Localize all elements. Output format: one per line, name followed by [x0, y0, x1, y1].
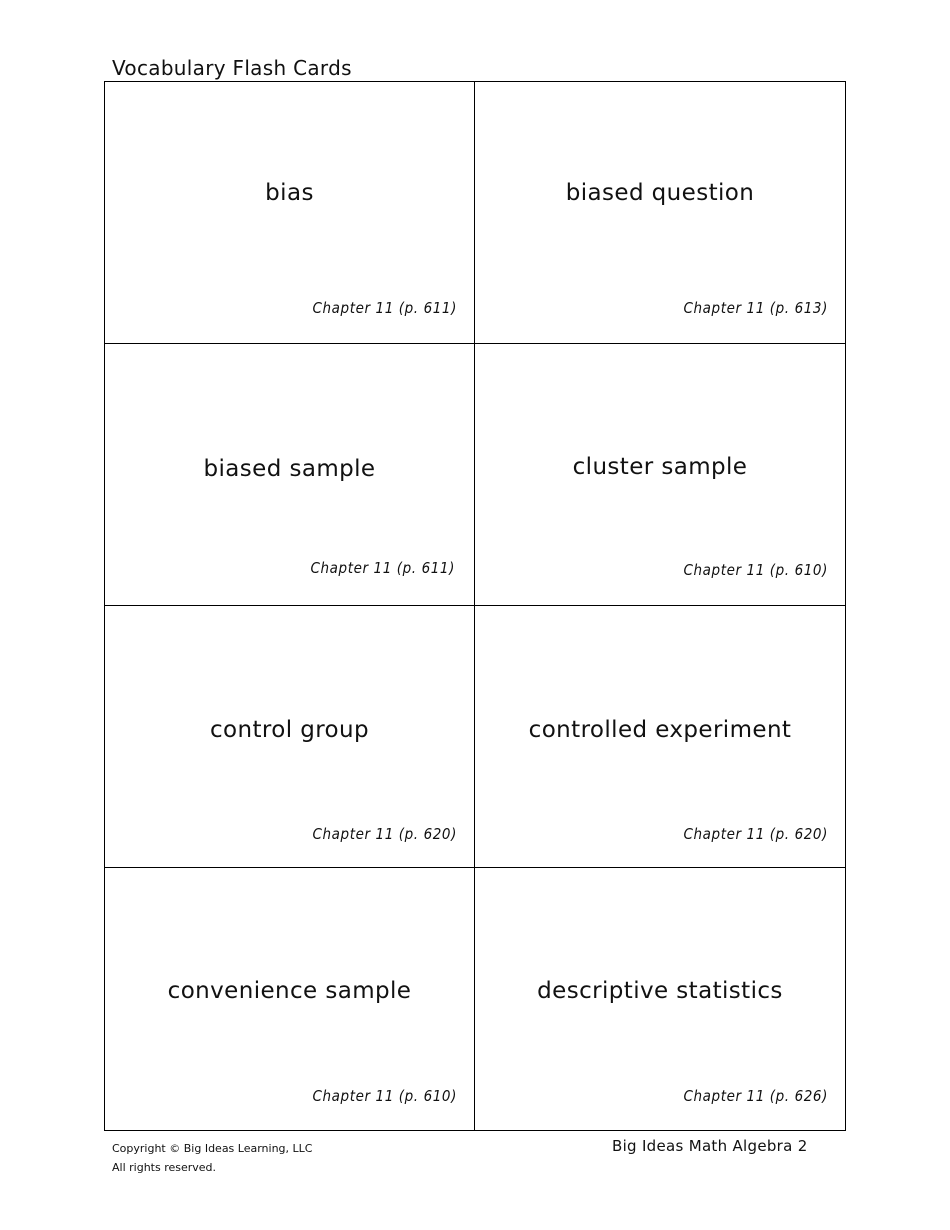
card-term: cluster sample — [572, 454, 748, 480]
book-title: Big Ideas Math Algebra 2 — [612, 1137, 808, 1155]
card-reference: Chapter 11 (p. 610) — [683, 561, 828, 579]
page-title: Vocabulary Flash Cards — [112, 56, 352, 80]
card-reference: Chapter 11 (p. 611) — [312, 299, 457, 317]
card-term: biased sample — [203, 456, 376, 482]
card-term: control group — [209, 717, 370, 743]
flash-card — [105, 344, 475, 606]
card-reference: Chapter 11 (p. 613) — [683, 299, 828, 317]
card-reference: Chapter 11 (p. 620) — [312, 825, 457, 843]
flash-card — [475, 344, 845, 606]
card-term: biased question — [565, 180, 755, 206]
flash-card — [105, 868, 475, 1130]
flash-card — [105, 606, 475, 868]
card-reference: Chapter 11 (p. 611) — [310, 559, 455, 577]
card-term: controlled experiment — [528, 717, 792, 743]
card-term: descriptive statistics — [537, 978, 783, 1004]
card-term: bias — [265, 180, 314, 206]
card-reference: Chapter 11 (p. 610) — [312, 1087, 457, 1105]
flash-card — [475, 868, 845, 1130]
flash-card — [475, 606, 845, 868]
flash-card — [475, 82, 845, 344]
card-reference: Chapter 11 (p. 620) — [683, 825, 828, 843]
rights-line: All rights reserved. — [112, 1161, 217, 1174]
flash-card-grid — [104, 81, 846, 1131]
copyright-notice — [112, 1139, 312, 1177]
card-reference: Chapter 11 (p. 626) — [683, 1087, 828, 1105]
flash-card — [105, 82, 475, 344]
copyright-line: Copyright © Big Ideas Learning, LLC — [112, 1142, 313, 1155]
card-term: convenience sample — [167, 978, 412, 1004]
